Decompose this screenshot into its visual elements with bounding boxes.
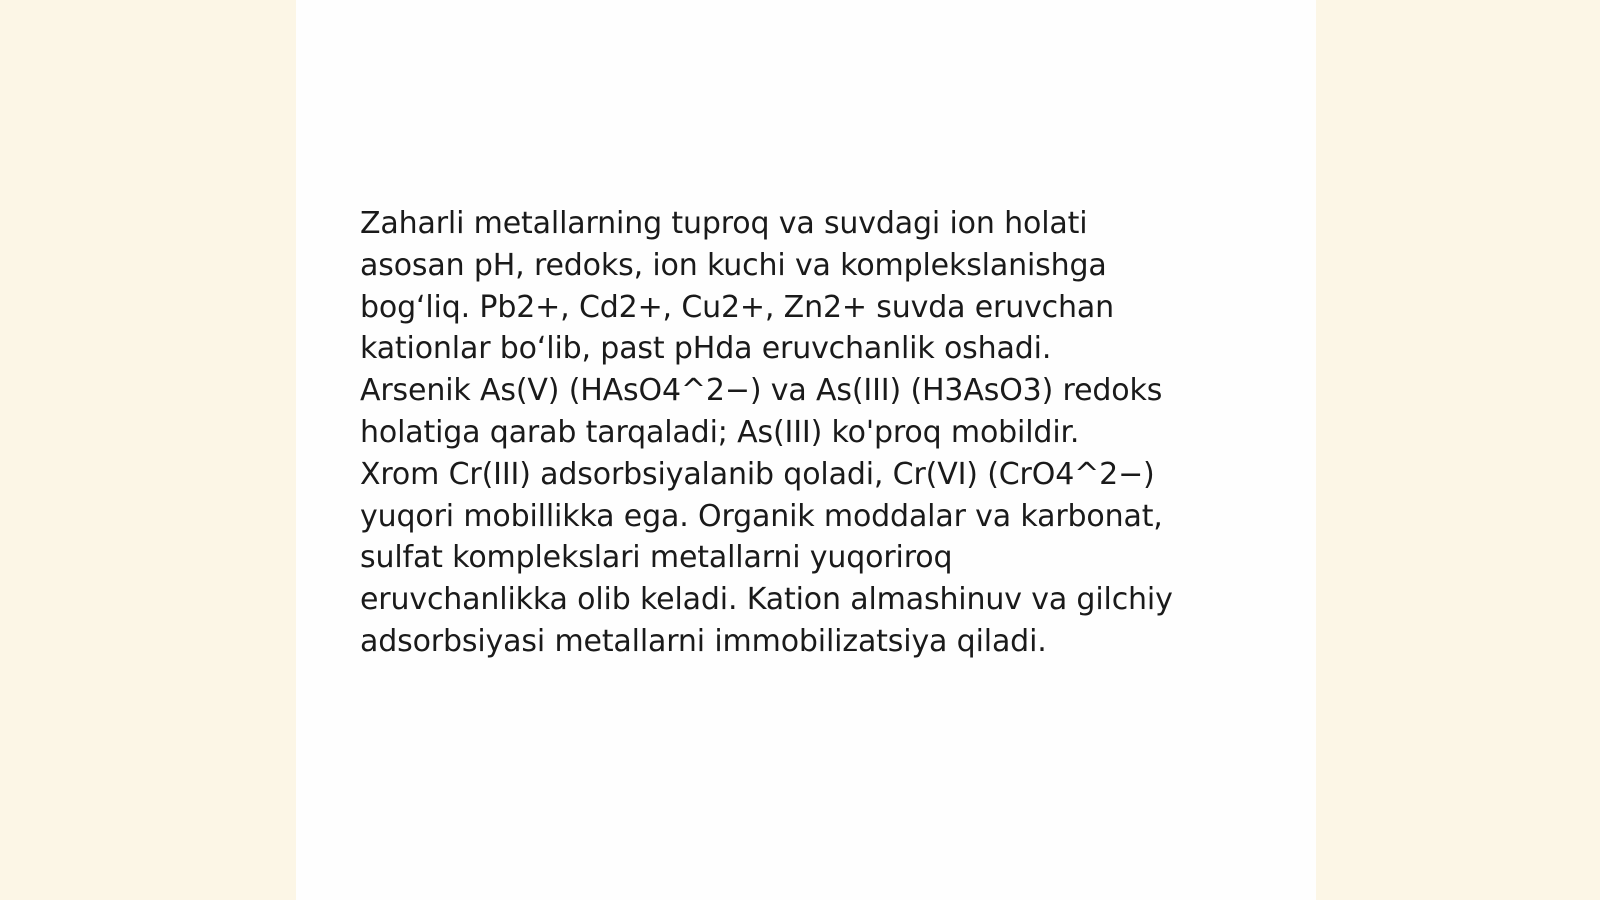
text-line: sulfat komplekslari metallarni yuqoriroq xyxy=(360,540,953,576)
text-line: eruvchanlikka olib keladi. Kation almashinuv va gilchiy xyxy=(360,582,1173,618)
text-line: holatiga qarab tarqaladi; As(III) ko'proq mobildir. xyxy=(360,414,1080,450)
text-line: Xrom Cr(III) adsorbsiyalanib qoladi, Cr(VI) (CrO4^2−) xyxy=(360,456,1155,492)
text-line: Arsenik As(V) (HAsO4^2−) va As(III) (H3AsO3) redoks xyxy=(360,373,1163,409)
text-line: asosan pH, redoks, ion kuchi va komplekslanishga xyxy=(360,247,1107,283)
text-line: kationlar bo‘lib, past pHda eruvchanlik oshadi. xyxy=(360,331,1052,367)
slide xyxy=(296,0,1316,900)
text-line: yuqori mobillikka ega. Organik moddalar va karbonat, xyxy=(360,498,1163,534)
text-line: bog‘liq. Pb2+, Cd2+, Cu2+, Zn2+ suvda eruvchan xyxy=(360,289,1114,325)
text-line: adsorbsiyasi metallarni immobilizatsiya qiladi. xyxy=(360,623,1047,659)
slide-body-text xyxy=(360,203,1260,663)
text-line: Zaharli metallarning tuproq va suvdagi ion holati xyxy=(360,206,1088,241)
